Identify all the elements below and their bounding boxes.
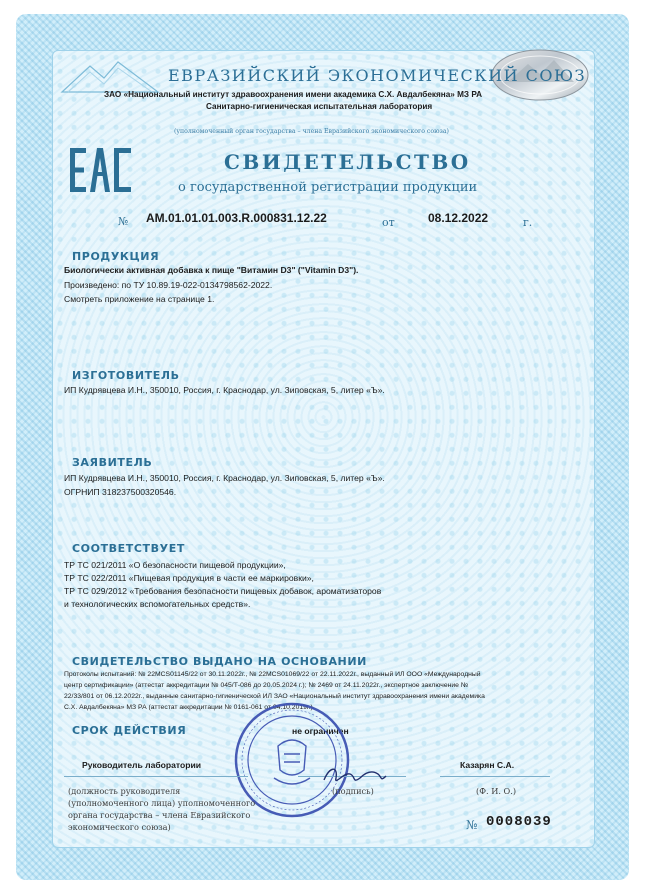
number-sign: №: [118, 215, 129, 228]
position-caption-line: (уполномоченного лица) уполномоченного: [68, 798, 256, 808]
basis-line: центр сертификации» (аттестат аккредитации № 045/Т-086 до 20.05.2024 г.); № 2469 от 24.11.2022г., экспертное заключение №: [64, 682, 469, 689]
serial-number: 0008039: [486, 814, 552, 830]
signer-position: Руководитель лаборатории: [82, 760, 202, 770]
position-caption-line: экономического союза): [68, 822, 171, 832]
product-heading: ПРОДУКЦИЯ: [72, 250, 160, 263]
signature-caption: (подпись): [332, 786, 374, 796]
manufacturer-heading: ИЗГОТОВИТЕЛЬ: [72, 369, 180, 382]
basis-line: Протоколы испытаний: № 22MCS01145/22 от 30.11.2022г., № 22MCS01069/22 от 22.11.2022г., выданный ИЛ ООО «Международный: [64, 671, 481, 678]
position-caption-line: (должность руководителя: [68, 786, 181, 796]
basis-line: С.Х. Авдалбекяна» МЗ РА (аттестат аккредитации № 0161-061 от 04.10.2019г.).: [64, 704, 315, 711]
compliance-line: и технологических вспомогательных средств».: [64, 599, 251, 609]
compliance-line: ТР ТС 029/2012 «Требования безопасности пищевых добавок, ароматизаторов: [64, 586, 382, 596]
certificate-title: СВИДЕТЕЛЬСТВО: [224, 150, 471, 174]
authorized-body-note: (уполномоченный орган государства – члена Евразийского экономического союза): [174, 128, 449, 135]
applicant-text: ИП Кудрявцева И.Н., 350010, Россия, г. Краснодар, ул. Зиповская, 5, литер «Ъ».: [64, 473, 385, 483]
product-name: Биологически активная добавка к пище "Витамин D3" ("Vitamin D3").: [64, 265, 359, 275]
serial-label: №: [466, 818, 478, 832]
product-produced: Произведено: по ТУ 10.89.19-022-0134798562-2022.: [64, 280, 273, 290]
position-caption-line: органа государства – члена Евразийского: [68, 810, 251, 820]
union-title: ЕВРАЗИЙСКИЙ ЭКОНОМИЧЕСКИЙ СОЮЗ: [168, 66, 587, 85]
eac-logo-icon: [70, 148, 132, 192]
name-caption: (Ф. И. О.): [476, 786, 517, 796]
laboratory-name: Санитарно-гигиеническая испытательная лаборатория: [206, 102, 433, 111]
basis-line: 22/33/801 от 06.12.2022г., выданные санитарно-гигиенической ИЛ ЗАО «Национальный институт здравоохранения имени академика: [64, 693, 485, 700]
applicant-ogrnip: ОГРНИП 318237500320546.: [64, 487, 177, 497]
product-see-appendix: Смотреть приложение на странице 1.: [64, 294, 215, 304]
institute-name: ЗАО «Национальный институт здравоохранения имени академика С.Х. Авдалбекяна» МЗ РА: [104, 90, 482, 99]
registration-number: AM.01.01.01.003.R.000831.12.22: [146, 211, 327, 225]
certificate-subtitle: о государственной регистрации продукции: [178, 180, 478, 195]
position-line: [64, 776, 248, 777]
compliance-line: ТР ТС 022/2011 «Пищевая продукция в части ее маркировки»,: [64, 573, 314, 583]
from-label: от: [382, 216, 395, 229]
manufacturer-text: ИП Кудрявцева И.Н., 350010, Россия, г. Краснодар, ул. Зиповская, 5, литер «Ъ».: [64, 385, 385, 395]
signer-name: Казарян С.А.: [460, 760, 515, 770]
year-suffix: г.: [523, 216, 533, 229]
name-line: [440, 776, 550, 777]
registration-date: 08.12.2022: [428, 211, 489, 225]
applicant-heading: ЗАЯВИТЕЛЬ: [72, 456, 153, 469]
handwritten-signature-icon: [320, 762, 390, 788]
compliance-heading: СООТВЕТСТВУЕТ: [72, 542, 185, 555]
compliance-line: ТР ТС 021/2011 «О безопасности пищевой продукции»,: [64, 560, 286, 570]
validity-value: не ограничен: [292, 726, 349, 736]
basis-heading: СВИДЕТЕЛЬСТВО ВЫДАНО НА ОСНОВАНИИ: [72, 655, 367, 668]
validity-heading: СРОК ДЕЙСТВИЯ: [72, 724, 187, 737]
